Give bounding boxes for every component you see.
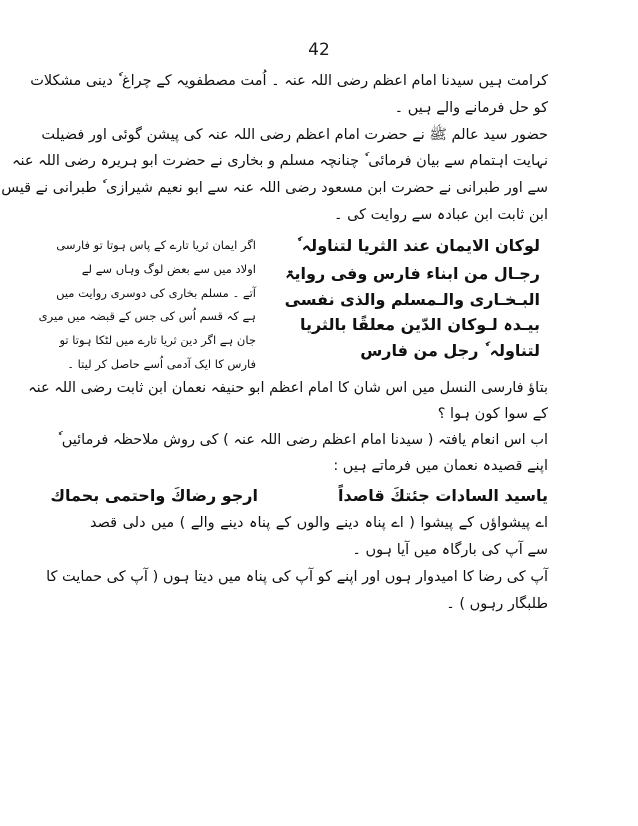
paragraph2-line-3: سے اور طبرانی نے حضرت ابن مسعود رضی اللہ عنہ سے ابو نعیم شیرازی ٗ طبرانی نے قیس (1, 180, 548, 196)
paragraph5-line-2: سے آپ کی بارگاہ میں آیا ہوں ۔ (352, 542, 548, 558)
couplet-first-hemistich: یاسید السادات جئتكَ قاصداً (338, 486, 548, 505)
hadith-arabic-line-5: لتناولہ ٗ رجل من فارس (360, 341, 540, 360)
paragraph3-line-1: بتاؤ فارسی النسل میں اس شان کا امام اعظم ابو حنیفہ نعمان ابن ثابت رضی اللہ عنہ (28, 380, 548, 396)
paragraph4-line-2: اپنے قصیدہ نعمان میں فرماتے ہیں : (333, 458, 548, 474)
paragraph5-line-1: اے پیشواؤں کے پیشوا ( اے پناہ دینے والوں کے پناہ دینے والے ) میں دلی قصد (90, 515, 548, 531)
paragraph6-line-1: آپ کی رضا کا امیدوار ہوں اور اپنے کو آپ کی پناہ میں دیتا ہوں ( آپ کی حمایت کا (46, 569, 548, 585)
hadith-arabic-line-2: رجـال من ابناء فارس وفی روایۃ (285, 264, 540, 283)
hadith-urdu-line-5: جان ہے اگر دین ثریا تارے میں لٹکا ہوتا تو (59, 333, 256, 347)
hadith-urdu-line-1: اگر ایمان ثریا تارے کے پاس ہوتا تو فارسی (56, 238, 256, 252)
couplet-second-hemistich: ارجو رضاكَ واحتمی بحماك (50, 486, 258, 505)
hadith-urdu-line-6: فارس کا ایک آدمی اُسے حاصل کر لیتا ۔ (67, 357, 256, 371)
hadith-urdu-line-2: اولاد میں سے بعض لوگ وہاں سے لے (81, 262, 256, 276)
hadith-arabic-line-3: البـخـاری والـمسلم والذی نفسی (284, 290, 540, 309)
paragraph2-line-1: حضور سید عالم ﷺ نے حضرت امام اعظم رضی اللہ عنہ کی پیشن گوئی اور فضیلت (41, 127, 548, 143)
page-number: 42 (308, 40, 330, 60)
hadith-arabic-line-4: بیـدہ لـوکان الدّین معلقًا بالثریا (299, 315, 540, 334)
hadith-arabic-line-1: لوکان الایمان عند الثریا لتناولہ ٗ (296, 236, 540, 255)
paragraph1-line-2: کو حل فرمانے والے ہیں ۔ (394, 100, 548, 116)
paragraph3-line-2: کے سوا کون ہوا ؟ (437, 406, 548, 422)
hadith-urdu-line-3: آتے ۔ مسلم بخاری کی دوسری روایت میں (56, 286, 256, 300)
hadith-urdu-line-4: ہے کہ قسم اُس کی جس کے قبضہ میں میری (38, 309, 256, 323)
paragraph4-line-1: اب اس انعام یافتہ ( سیدنا امام اعظم رضی اللہ عنہ ) کی روش ملاحظہ فرمائیں ٗ (57, 432, 548, 448)
paragraph6-line-2: طلبگار رہوں ) ۔ (446, 596, 548, 612)
paragraph1-line-1: کرامت ہیں سیدنا امام اعظم رضی اللہ عنہ ۔ اُمت مصطفویہ کے چراغ ٗ دینی مشکلات (30, 73, 548, 89)
paragraph2-line-4: ابن ثابت ابن عبادہ سے روایت کی ۔ (333, 207, 548, 223)
paragraph2-line-2: نہایت اہتمام سے بیان فرمائی ٗ چنانچہ مسلم و بخاری نے حضرت ابو ہریرہ رضی اللہ عنہ (12, 153, 548, 169)
